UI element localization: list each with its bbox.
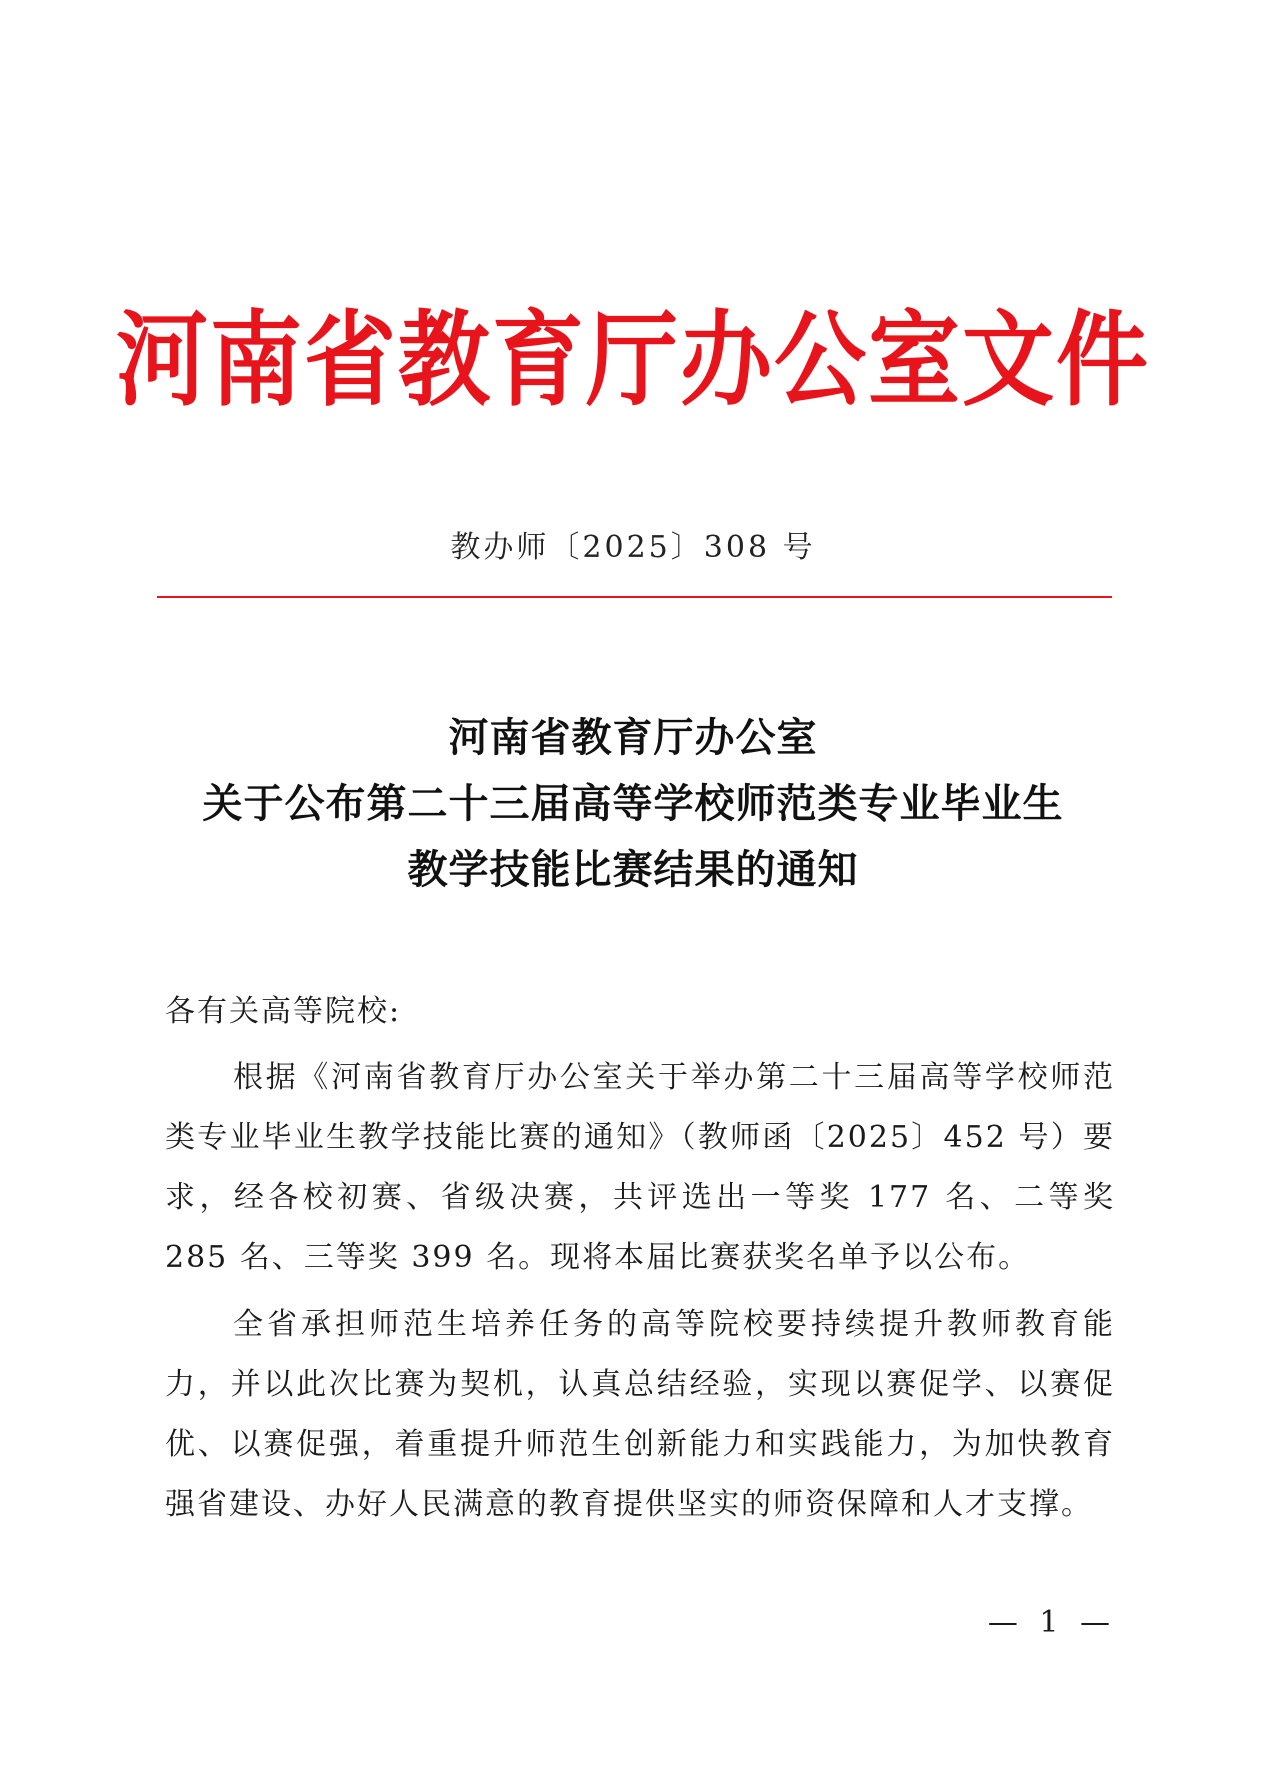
document-number: 教办师〔2025〕308 号 (450, 530, 816, 565)
notice-title-line-1: 河南省教育厅办公室 (448, 714, 818, 761)
salutation: 各有关高等院校: (165, 994, 402, 1029)
notice-title-line-3: 教学技能比赛结果的通知 (407, 846, 859, 893)
notice-title-line-2: 关于公布第二十三届高等学校师范类专业毕业生 (202, 780, 1064, 827)
body-paragraph-2: 全省承担师范生培养任务的高等院校要持续提升教师教育能力，并以此次比赛为契机，认真总结经验，实现以赛促学、以赛促优、以赛促强，着重提升师范生创新能力和实践能力，为加快教育强省建设、办好人民满意的教育提供坚实的师资保障和人才支撑。 (165, 1307, 1115, 1522)
page-number: — 1 — (987, 1605, 1116, 1640)
red-divider-line (157, 596, 1112, 598)
body-paragraph-1: 根据《河南省教育厅办公室关于举办第二十三届高等学校师范类专业毕业生教学技能比赛的通知》（教师函〔2025〕452 号）要求，经各校初赛、省级决赛，共评选出一等奖 177 名、二等奖 285 名、三等奖 399 名。现将本届比赛获奖名单予以公布。 (165, 1060, 1115, 1275)
masthead-title: 河南省教育厅办公室文件 (115, 299, 1150, 421)
notice-title (0, 705, 1266, 903)
